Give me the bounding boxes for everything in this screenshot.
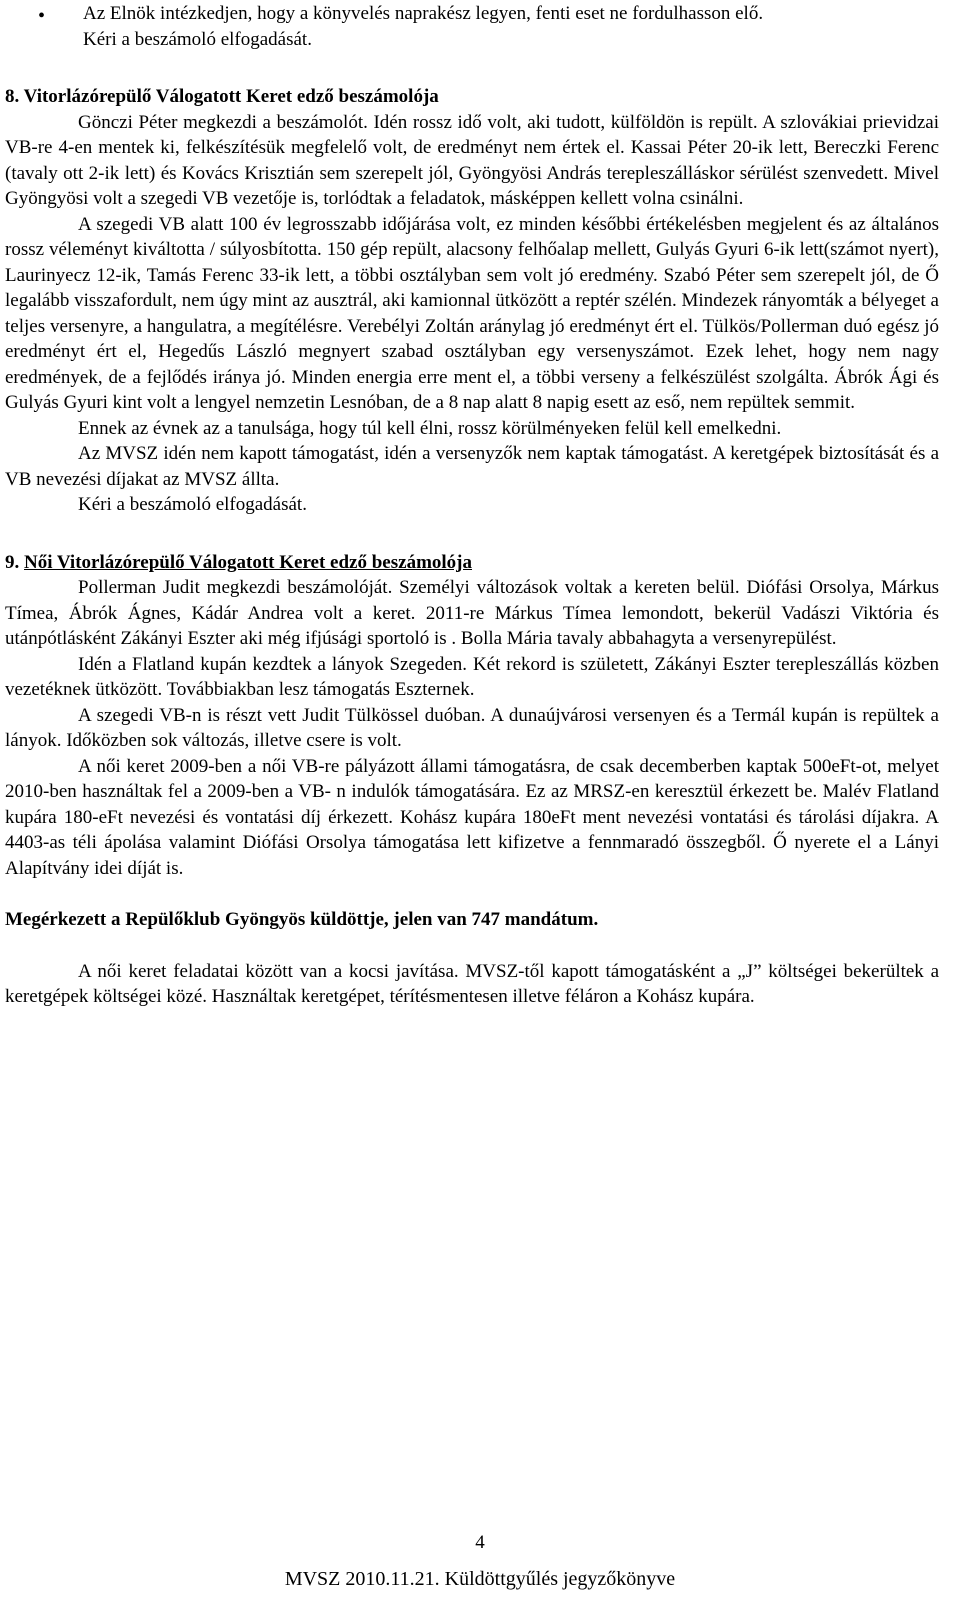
bullet-approval-text: Kéri a beszámoló elfogadását. — [83, 28, 312, 50]
section-8-number: 8. — [5, 86, 20, 107]
section-9-number: 9. — [5, 551, 20, 573]
section-8-body — [5, 110, 939, 518]
section-8-heading — [5, 84, 939, 110]
section-8-paragraph: Az MVSZ idén nem kapott támogatást, idén a versenyzők nem kaptak támogatást. A keretgépek biztosítását és a VB nevezési díjakat az MVSZ állta. — [5, 443, 939, 490]
document-page — [5, 1, 939, 1010]
section-9-body — [5, 575, 939, 881]
section-9-paragraph: A női keret 2009-ben a női VB-re pályázott állami támogatásra, de csak decemberben kaptak 500eFt-ot, melyet 2010-ben használtak fel a 2009-ben a VB- n indulók támogatására. Ez az MRSZ-en keresztül érkezett be. Malév Flatland kupára 180-eFt nevezési és vontatási díj érkezett. Kohász kupára 180eFt ment nevezési vontatási és tárolási díjakra. A 4403-as téli ápolása valamint Diófási Orsolya támogatása lett kifizetve a fennmaradó összegből. Ő nyerete el a Lányi Alapítvány idei díját is. — [5, 755, 939, 879]
section-9-heading — [5, 550, 939, 576]
section-9-paragraph: A szegedi VB-n is részt vett Judit Tülkössel duóban. A dunaújvárosi versenyen és a Termál kupán is repültek a lányok. Időközben sok változás, illetve csere is volt. — [5, 704, 939, 751]
quorum-notice: Megérkezett a Repülőklub Gyöngyös küldöttje, jelen van 747 mandátum. — [5, 909, 599, 930]
section-8-paragraph: Ennek az évnek az a tanulsága, hogy túl kell élni, rossz körülményeken felül kell emelkedni. — [78, 417, 782, 439]
section-9-paragraph: Pollerman Judit megkezdi beszámolóját. Személyi változások voltak a kereten belül. Diófási Orsolya, Márkus Tímea, Ábrók Ágnes, Kádár Andrea volt a keret. 2011-re Márkus Tímea lemondott, bekerül Vadászi Viktória és utánpótlásként Zákányi Eszter aki még ifjúsági sportoló is . Bolla Mária tavaly abbahagyta a versenyrepülést. — [5, 577, 939, 649]
section-9-title: Női Vitorlázórepülő Válogatott Keret edző beszámolója — [24, 551, 473, 573]
page-number: 4 — [475, 1532, 485, 1553]
section-8-title: Vitorlázórepülő Válogatott Keret edző beszámolója — [23, 86, 439, 107]
section-8-paragraph: Gönczi Péter megkezdi a beszámolót. Idén rossz idő volt, aki tudott, külföldön is repült. A szlovákiai prievidzai VB-re 4-en mentek ki, felkészítésük megfelelő volt, de eredményt nem értek el. Kassai Péter 20-ik lett, Bereczki Ferenc (tavaly ott 2-ik lett) és Kovács Krisztián sem szerepelt jól, Gyöngyösi András terepleszálláskor sérülést szenvedett. Mivel Gyöngyösi volt a szegedi VB vezetője is, torlódtak a feladatok, másképpen kellett volna csinálni. — [5, 111, 939, 209]
section-9-paragraph: Idén a Flatland kupán kezdtek a lányok Szegeden. Két rekord is született, Zákányi Eszter terepleszállás közben vezetéknek ütközött. Továbbiakban lesz támogatás Eszternek. — [5, 653, 939, 700]
section-8-approval: Kéri a beszámoló elfogadását. — [78, 494, 307, 515]
page-footer: MVSZ 2010.11.21. Küldöttgyűlés jegyzőkönyve — [284, 1568, 676, 1590]
bullet-text: Az Elnök intézkedjen, hogy a könyvelés naprakész legyen, fenti eset ne fordulhasson elő. — [83, 3, 764, 24]
bullet-icon: • — [38, 5, 46, 27]
closing-paragraph: A női keret feladatai között van a kocsi javítása. MVSZ-től kapott támogatásként a „J” költségei bekerültek a keretgépek költségei közé. Használtak keretgépet, térítésmentesen illetve féláron a Kohász kupára. — [5, 960, 939, 1007]
section-8-paragraph: A szegedi VB alatt 100 év legrosszabb időjárása volt, ez minden későbbi értékelésben megjelent és az általános rossz véleményt kiváltotta / súlyosbította. 150 gép repült, alacsony felhőalap mellett, Gulyás Gyuri 6-ik lett(számot nyert), Laurinyecz 12-ik, Tamás Ferenc 33-ik lett, a többi osztályban sem volt jó eredmény. Szabó Péter sem szerepelt jól, de Ő legalább visszafordult, nem úgy mint az ausztrál, aki kamionnal ütközött a reptér szélén. Mindezek rányomták a bélyeget a teljes versenyre, a hangulatra, a megítélésre. Verebélyi Zoltán aránylag jó eredményt ért el. Tülkös/Pollerman duó egész jó eredményt ért el, Hegedűs László megnyert szabad osztályban egy versenyszámot. Ezek lehet, hogy nem nagy eredmények, de a fejlődés iránya jó. Minden energia erre ment el, a többi verseny a felkészülést szolgálta. Ábrók Ági és Gulyás Gyuri kint volt a lengyel nemzetin Lesnóban, de a 8 nap alatt 8 napig esett az eső, nem repültek semmit. — [5, 213, 939, 413]
bullet-item — [5, 1, 939, 52]
